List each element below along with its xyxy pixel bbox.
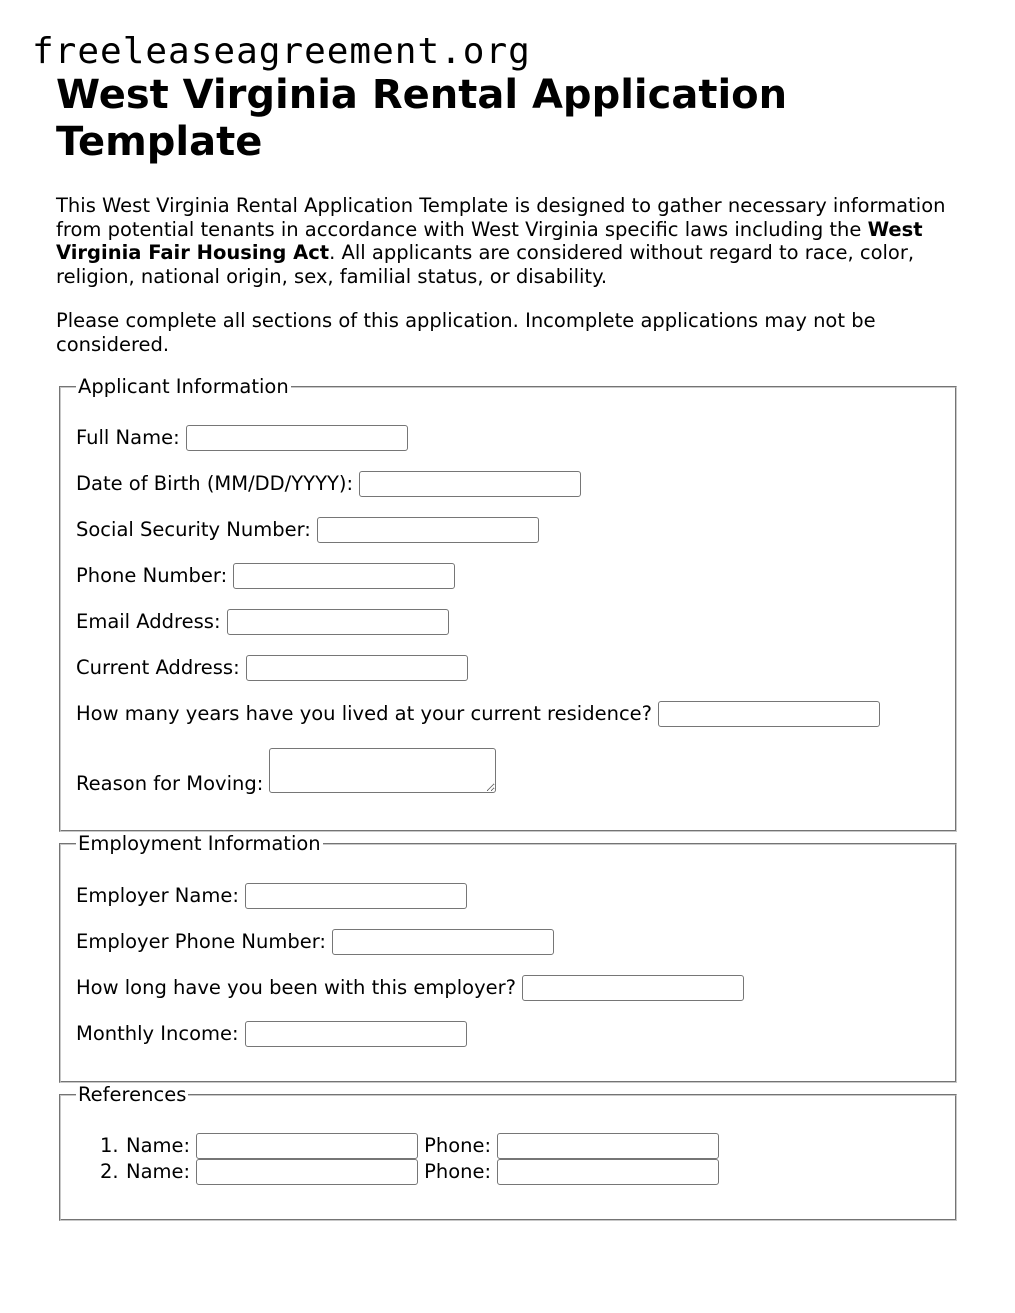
- reference-item: [100, 1133, 725, 1159]
- reference-item: [100, 1159, 725, 1185]
- reference-1-name-input[interactable]: [196, 1133, 418, 1159]
- reference-name-label: Name:: [126, 1160, 191, 1183]
- email-address-row: [76, 609, 449, 635]
- intro-law-name: West Virginia Fair Housing Act: [56, 217, 923, 264]
- reference-phone-label: Phone:: [424, 1160, 492, 1183]
- reason-for-moving-textarea[interactable]: [269, 748, 496, 793]
- full-name-row: [76, 425, 408, 451]
- employer-name-row: [76, 883, 467, 909]
- ssn-label: Social Security Number:: [76, 518, 311, 541]
- employment-length-input[interactable]: [522, 975, 744, 1001]
- current-address-input[interactable]: [246, 655, 468, 681]
- reference-number: 1.: [100, 1134, 119, 1157]
- full-name-label: Full Name:: [76, 426, 180, 449]
- reference-2-phone-input[interactable]: [497, 1159, 719, 1185]
- phone-number-label: Phone Number:: [76, 564, 228, 587]
- employer-name-label: Employer Name:: [76, 884, 239, 907]
- years-at-residence-label: How many years have you lived at your current residence?: [76, 702, 653, 725]
- instructions-paragraph: Please complete all sections of this application. Incomplete applications may not be considered.: [56, 309, 876, 356]
- monthly-income-input[interactable]: [245, 1021, 467, 1047]
- reason-for-moving-row: [76, 748, 496, 793]
- reference-1-phone-input[interactable]: [497, 1133, 719, 1159]
- current-address-label: Current Address:: [76, 656, 240, 679]
- full-name-input[interactable]: [186, 425, 408, 451]
- email-address-label: Email Address:: [76, 610, 221, 633]
- employment-length-label: How long have you been with this employer?: [76, 976, 516, 999]
- employment-information-legend: Employment Information: [78, 832, 321, 855]
- monthly-income-label: Monthly Income:: [76, 1022, 239, 1045]
- ssn-row: [76, 517, 539, 543]
- employer-phone-input[interactable]: [332, 929, 554, 955]
- applicant-information-legend: Applicant Information: [78, 375, 289, 398]
- date-of-birth-row: [76, 471, 581, 497]
- employer-phone-row: [76, 929, 554, 955]
- date-of-birth-input[interactable]: [359, 471, 581, 497]
- references-legend: References: [78, 1083, 187, 1106]
- reason-for-moving-label: Reason for Moving:: [76, 772, 264, 795]
- years-at-residence-row: [76, 701, 880, 727]
- intro-paragraph: [56, 194, 966, 288]
- intro-text-end: . All applicants are considered without regard to race, color, religion, national origin, sex, familial status, or disability.: [56, 241, 915, 288]
- email-address-input[interactable]: [227, 609, 449, 635]
- reference-2-name-input[interactable]: [196, 1159, 418, 1185]
- reference-phone-label: Phone:: [424, 1134, 492, 1157]
- years-at-residence-input[interactable]: [658, 701, 880, 727]
- site-watermark: freeleaseagreement.org: [32, 31, 531, 72]
- monthly-income-row: [76, 1021, 467, 1047]
- reference-name-label: Name:: [126, 1134, 191, 1157]
- references-list: [100, 1133, 725, 1185]
- phone-number-row: [76, 563, 455, 589]
- phone-number-input[interactable]: [233, 563, 455, 589]
- date-of-birth-label: Date of Birth (MM/DD/YYYY):: [76, 472, 354, 495]
- intro-text-start: This West Virginia Rental Application Template is designed to gather necessary information from potential tenants in accordance with West Virginia specific laws including the: [56, 194, 946, 241]
- ssn-input[interactable]: [317, 517, 539, 543]
- reference-number: 2.: [100, 1160, 119, 1183]
- page-title: West Virginia Rental Application Template: [56, 72, 788, 165]
- current-address-row: [76, 655, 468, 681]
- employer-name-input[interactable]: [245, 883, 467, 909]
- employer-phone-label: Employer Phone Number:: [76, 930, 326, 953]
- employment-length-row: [76, 975, 744, 1001]
